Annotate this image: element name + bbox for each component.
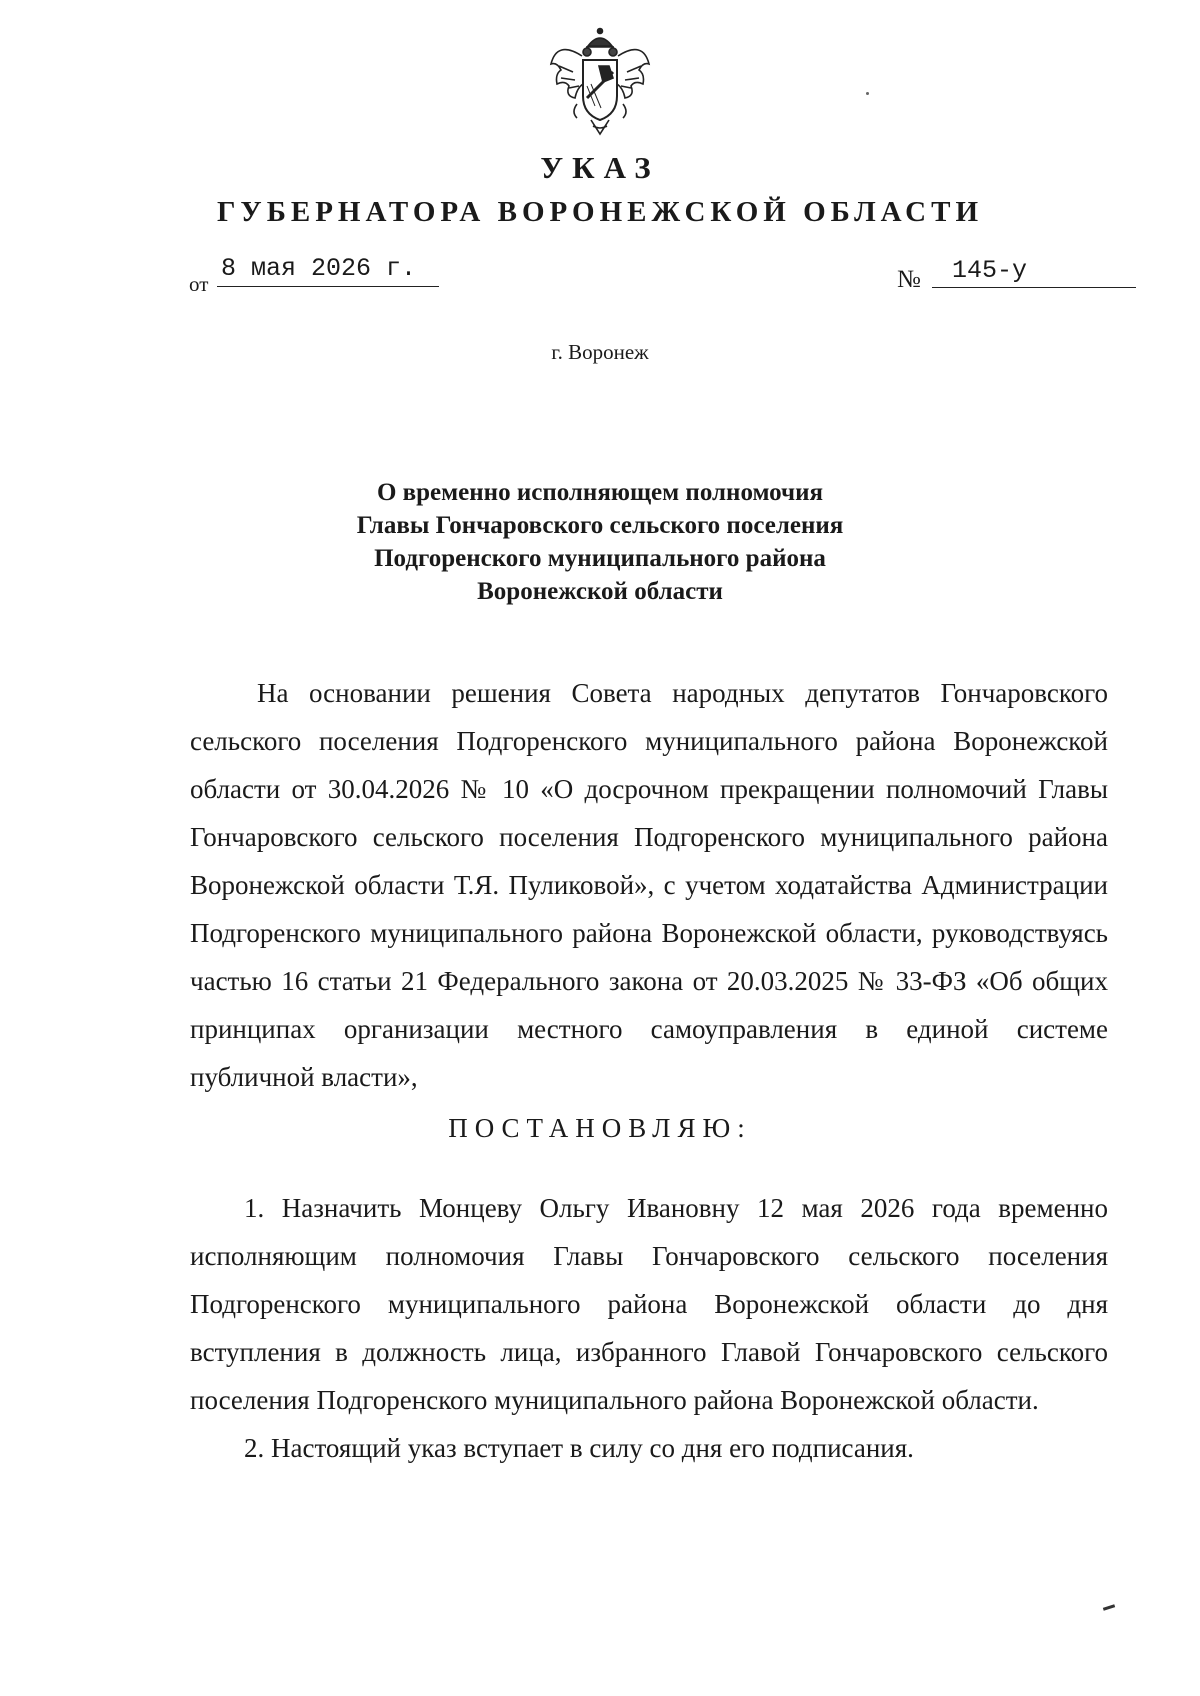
subject-line: Воронежской области bbox=[477, 578, 723, 605]
decree-item-2: 2. Настоящий указ вступает в силу со дня его подписания. bbox=[244, 1433, 914, 1463]
city-line: г. Воронеж bbox=[551, 340, 649, 364]
number-field: 145-у bbox=[932, 256, 1136, 288]
document-type-title: УКАЗ bbox=[540, 150, 660, 185]
subject-line: Главы Гончаровского сельского поселения bbox=[356, 512, 844, 539]
decree-word: ПОСТАНОВЛЯЮ: bbox=[448, 1113, 752, 1143]
subject-line: О временно исполняющем полномочия bbox=[376, 479, 824, 506]
decree-item-1: 1. Назначить Монцеву Ольгу Ивановну 12 мая 2026 года временно исполняющим полномочия Главы Гончаровского сельского поселения Подгоренского муниципального района Воронежской области до дня вступления в должность лица, избранного Главой Гончаровского сельского поселения Подгоренского муниципального района Воронежской области. bbox=[190, 1193, 1108, 1415]
date-label: от bbox=[189, 272, 209, 296]
subject-line: Подгоренского муниципального района bbox=[374, 545, 826, 572]
preamble-paragraph: На основании решения Совета народных депутатов Гончаровского сельского поселения Подгоренского муниципального района Воронежской области от 30.04.2026 № 10 «О досрочном прекращении полномочий Главы Гончаровского сельского поселения Подгоренского муниципального района Воронежской области Т.Я. Пуликовой», с учетом ходатайства Администрации Подгоренского муниципального района Воронежской области, руководствуясь частью 16 статьи 21 Федерального закона от 20.03.2025 № 33-ФЗ «Об общих принципах организации местного самоуправления в единой системе публичной власти», bbox=[190, 678, 1108, 1092]
scan-mark bbox=[1103, 1604, 1115, 1611]
number-label: № bbox=[897, 266, 921, 293]
issuer-title: ГУБЕРНАТОРА ВОРОНЕЖСКОЙ ОБЛАСТИ bbox=[216, 196, 984, 228]
coat-of-arms-icon bbox=[547, 26, 653, 138]
subject-heading bbox=[0, 476, 1200, 608]
date-field: 8 мая 2026 г. bbox=[217, 254, 439, 287]
scan-speck bbox=[866, 92, 869, 95]
